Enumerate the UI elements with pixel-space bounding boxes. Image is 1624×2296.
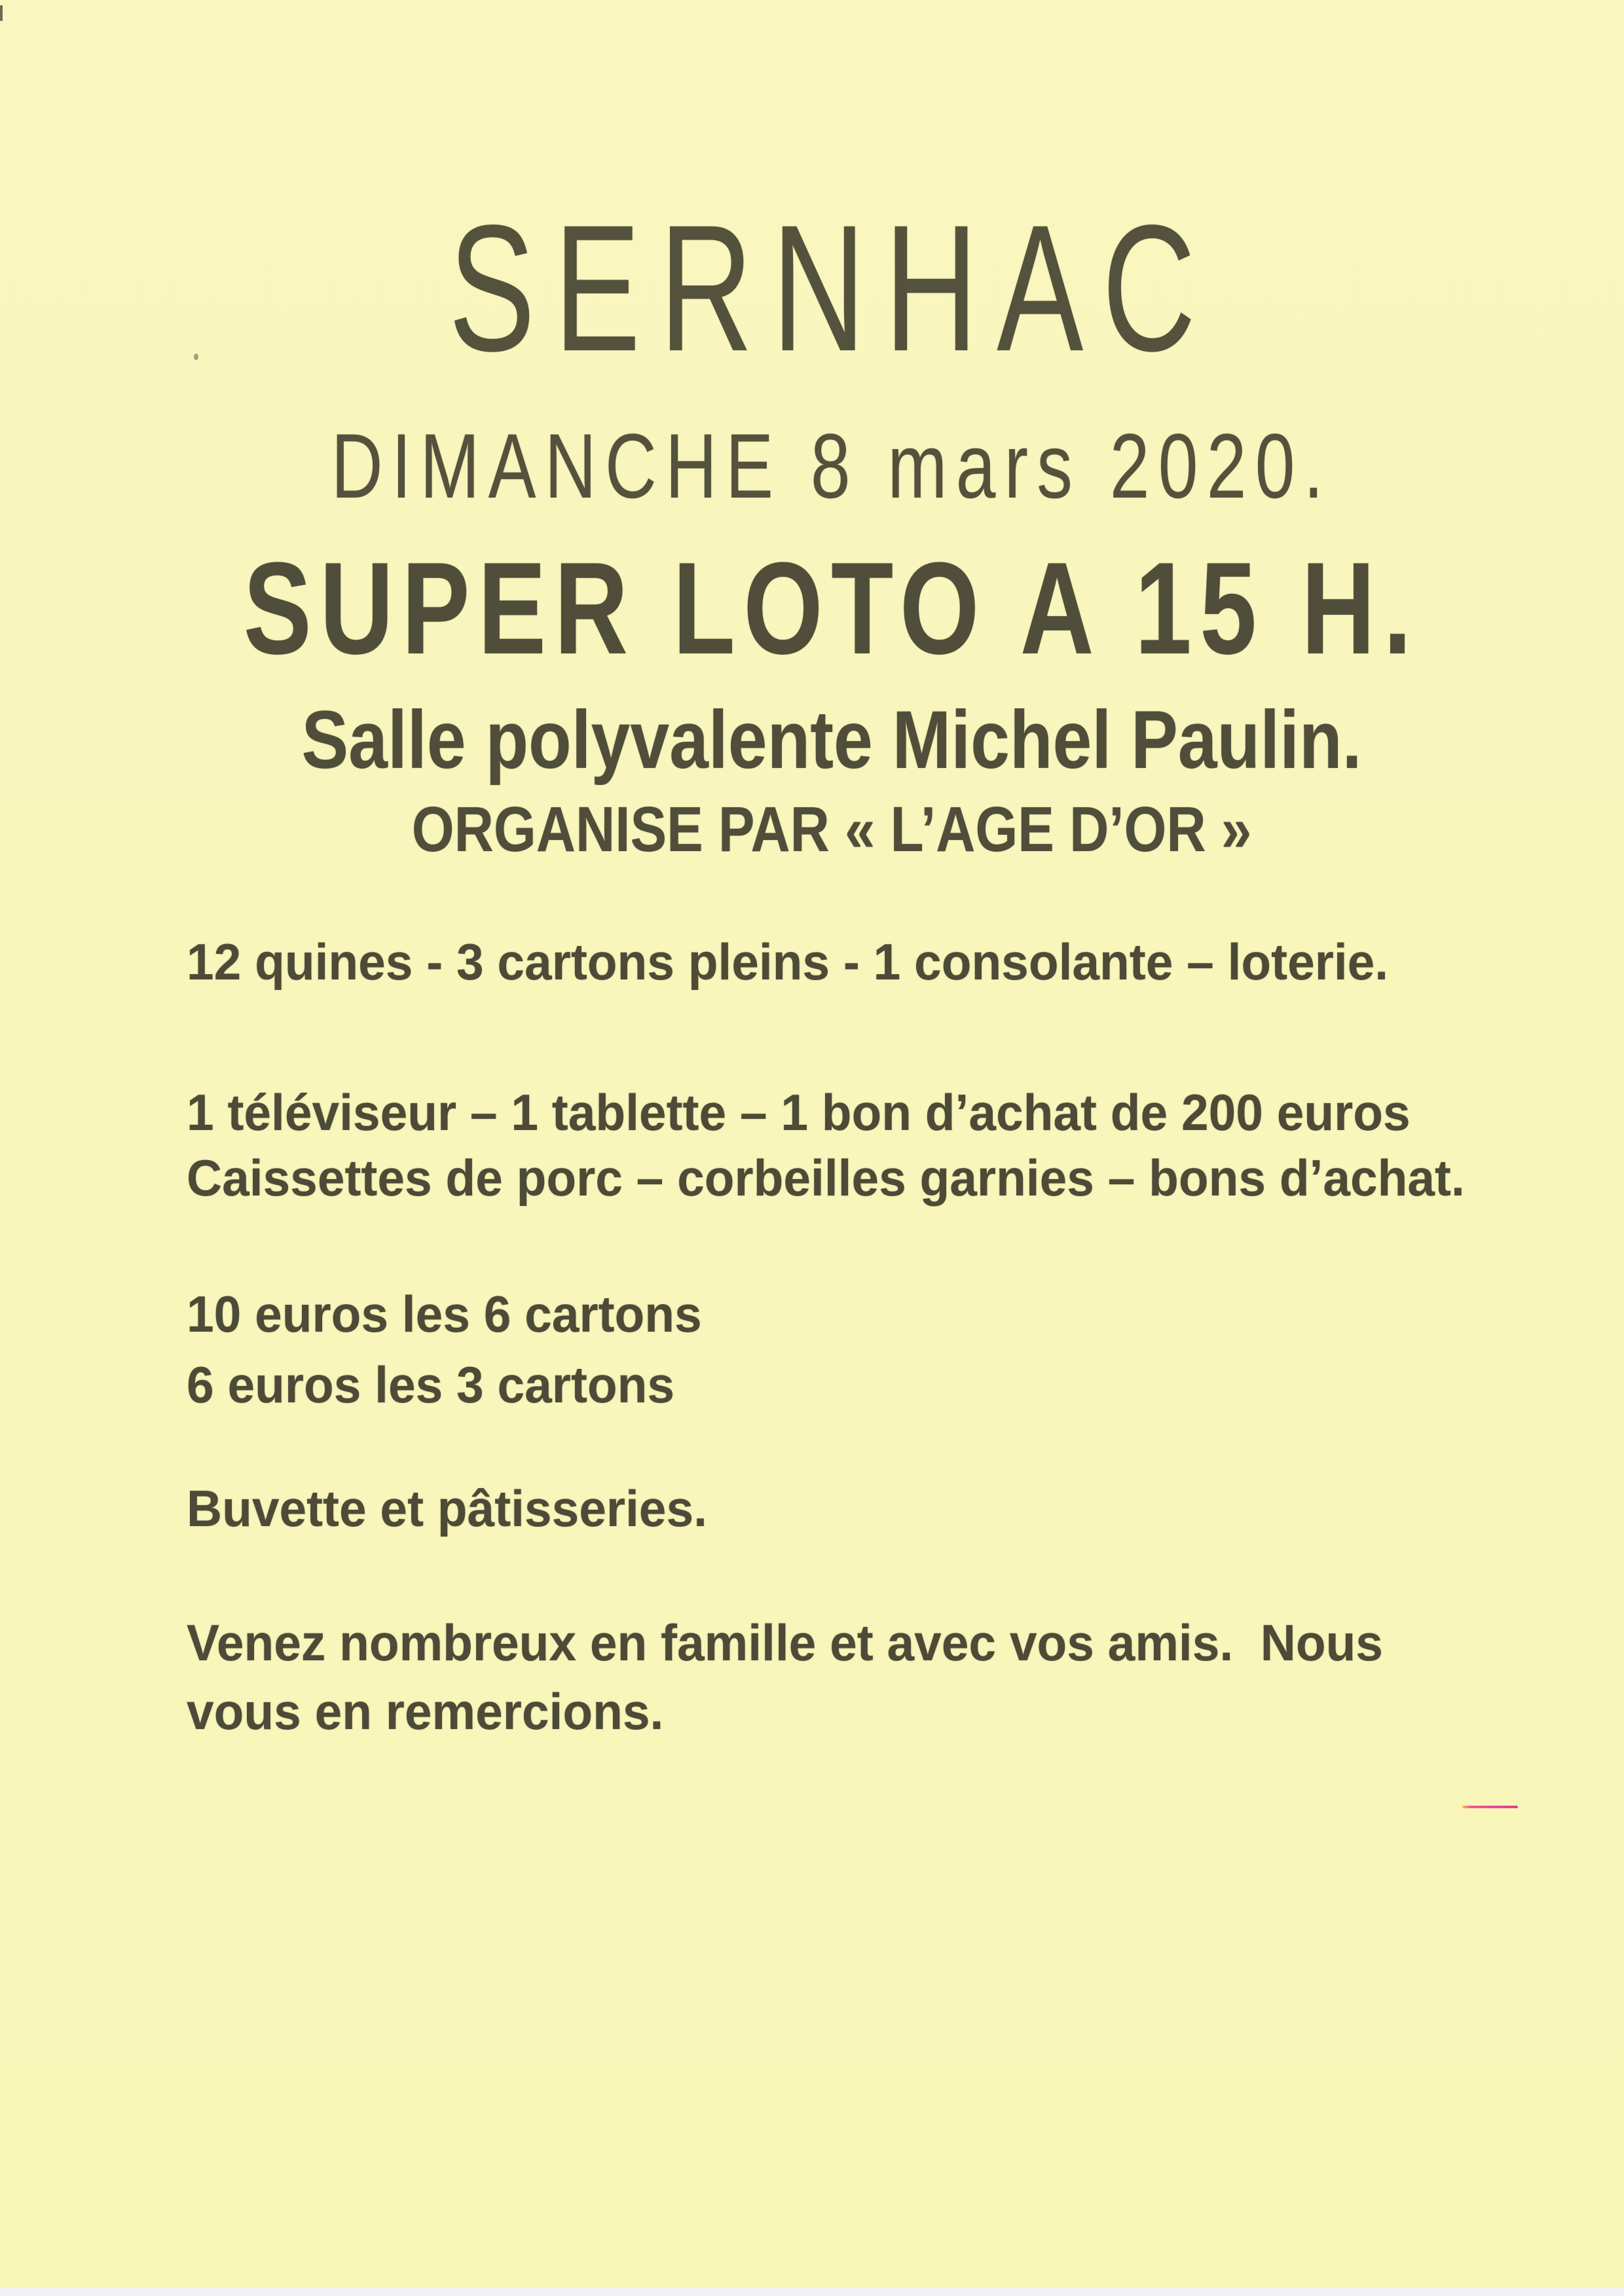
poster-prizes-secondary-line: Caissettes de porc – corbeilles garnies – bons d’achat. <box>187 1149 1465 1207</box>
scan-artifact-pink-line <box>1462 1806 1518 1808</box>
poster-refreshments-line: Buvette et pâtisseries. <box>187 1480 707 1537</box>
scan-artifact-corner-mark <box>0 5 3 21</box>
poster-closing-line-2: vous en remercions. <box>187 1683 664 1740</box>
poster-price-line-1: 10 euros les 6 cartons <box>187 1285 702 1343</box>
poster-closing-line-1: Venez nombreux en famille et avec vos amis. Nous <box>187 1614 1383 1671</box>
scan-artifact-speck <box>194 354 198 360</box>
poster-date-line: DIMANCHE 8 mars 2020. <box>331 414 1333 517</box>
poster-prizes-main-line: 1 téléviseur – 1 tablette – 1 bon d’achat de 200 euros <box>187 1084 1411 1141</box>
poster-price-line-2: 6 euros les 3 cartons <box>187 1356 675 1413</box>
poster-event-line: SUPER LOTO A 15 H. <box>243 536 1420 682</box>
scan-artifact-bottom-strip <box>0 2287 1624 2296</box>
poster-title: SERNHAC <box>449 188 1215 389</box>
poster-organizer-line: ORGANISE PAR « L’AGE D’OR » <box>411 793 1252 865</box>
poster-prizes-summary-line: 12 quines - 3 cartons pleins - 1 consolante – loterie. <box>187 933 1389 991</box>
poster-venue-line: Salle polyvalente Michel Paulin. <box>301 695 1362 786</box>
